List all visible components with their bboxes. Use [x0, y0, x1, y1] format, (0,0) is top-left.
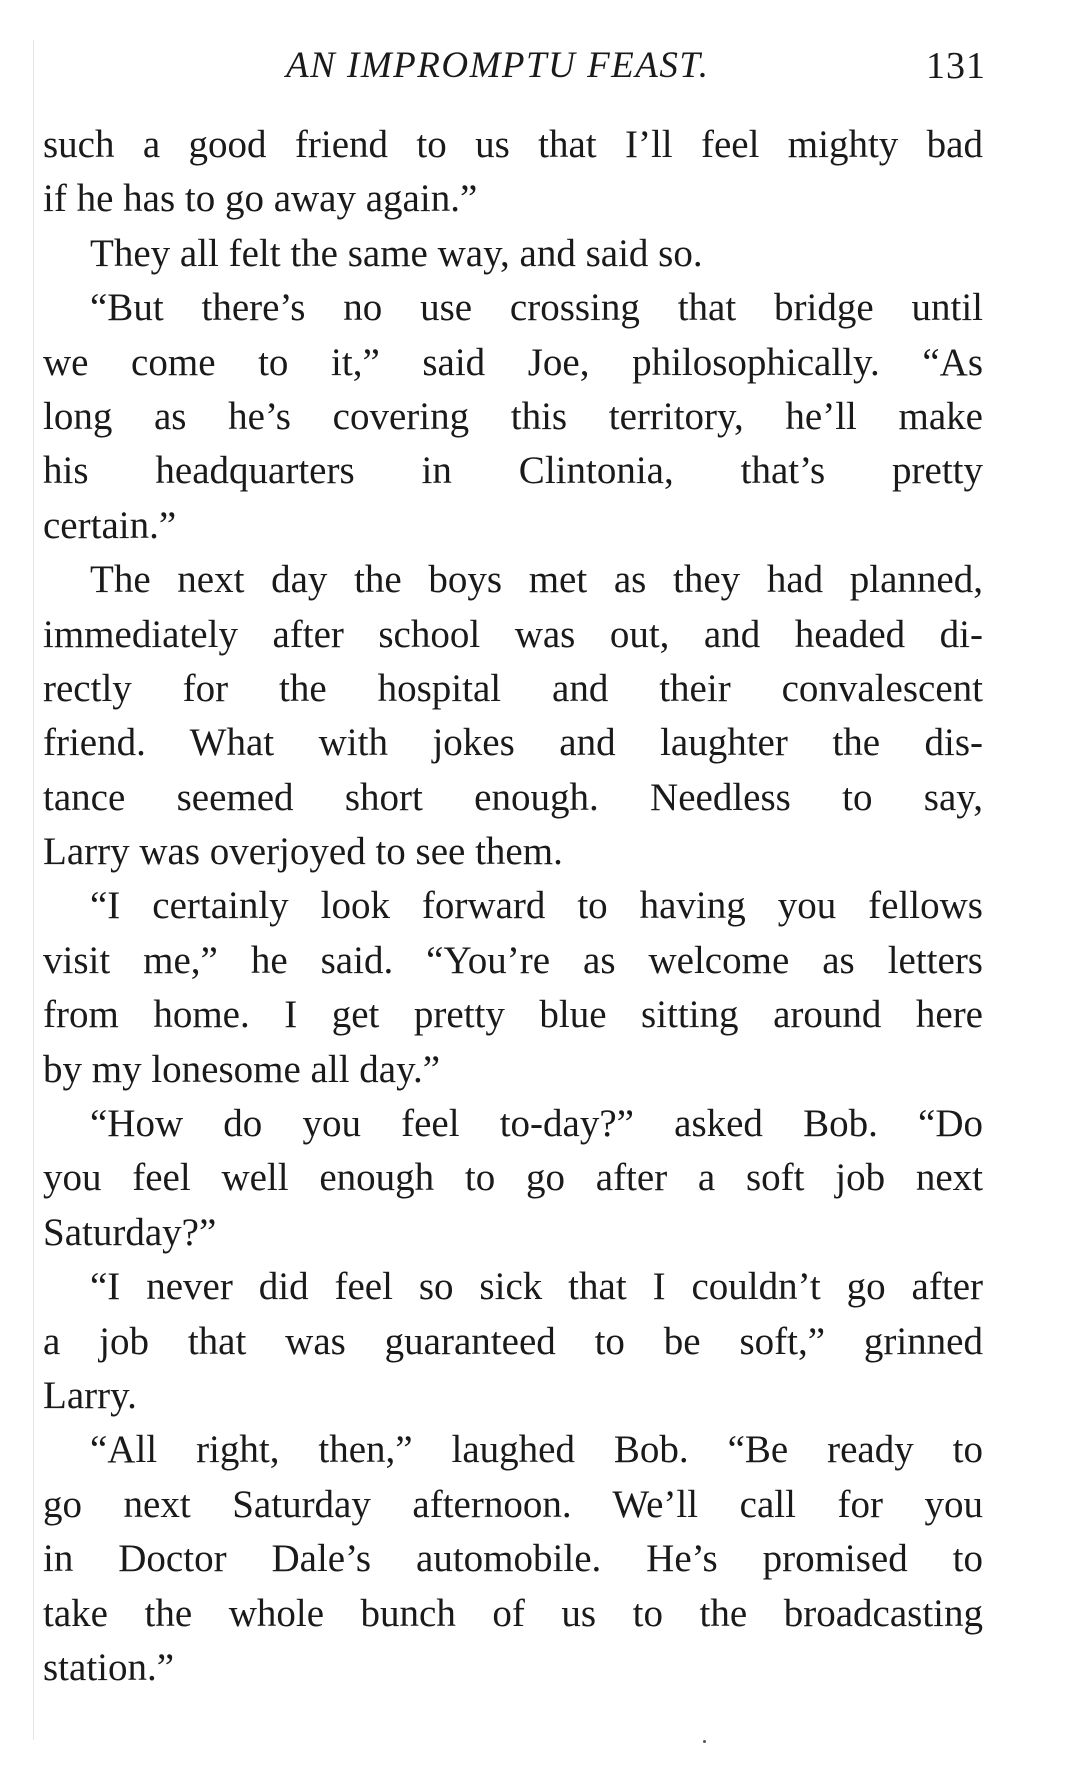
text-line: “I never did feel so sick that I couldn’t go after: [90, 1265, 983, 1309]
text-line: “All right, then,” laughed Bob. “Be ready to: [90, 1428, 983, 1472]
text-line: immediately after school was out, and headed di-: [43, 612, 983, 656]
text-line: from home. I get pretty blue sitting around here: [43, 993, 983, 1037]
text-line: such a good friend to us that I’ll feel mighty bad: [43, 123, 983, 166]
text-line: certain.”: [43, 503, 177, 547]
text-line: in Doctor Dale’s automobile. He’s promised to: [43, 1537, 983, 1581]
text-line: They all felt the same way, and said so.: [90, 231, 703, 275]
text-line: tance seemed short enough. Needless to say,: [43, 775, 983, 819]
print-speck: [703, 1740, 706, 1743]
text-line: Saturday?”: [43, 1210, 217, 1254]
page-number: 131: [926, 45, 986, 87]
text-line: long as he’s covering this territory, he’ll make: [43, 394, 983, 438]
text-line: “I certainly look forward to having you fellows: [90, 884, 983, 928]
body-text: [43, 118, 983, 1695]
running-head: AN IMPROMPTU FEAST.: [286, 45, 710, 86]
text-line: if he has to go away again.”: [43, 177, 478, 221]
text-line: a job that was guaranteed to be soft,” grinned: [43, 1319, 983, 1363]
text-line: The next day the boys met as they had planned,: [90, 558, 983, 602]
text-line: “But there’s no use crossing that bridge until: [90, 286, 983, 330]
text-line: visit me,” he said. “You’re as welcome as letters: [43, 938, 983, 982]
text-line: “How do you feel to-day?” asked Bob. “Do: [90, 1102, 983, 1146]
text-line: go next Saturday afternoon. We’ll call for you: [43, 1482, 983, 1526]
text-line: you feel well enough to go after a soft job next: [43, 1156, 983, 1200]
text-line: Larry.: [43, 1373, 137, 1417]
text-line: Larry was overjoyed to see them.: [43, 830, 563, 874]
text-line: take the whole bunch of us to the broadcasting: [43, 1591, 983, 1635]
text-line: we come to it,” said Joe, philosophically. “As: [43, 340, 983, 384]
text-line: by my lonesome all day.”: [43, 1047, 441, 1091]
text-line: rectly for the hospital and their convalescent: [43, 666, 983, 710]
text-line: friend. What with jokes and laughter the dis-: [43, 721, 983, 765]
gutter-shadow: [33, 40, 34, 1740]
text-line: station.”: [43, 1645, 175, 1689]
text-line: his headquarters in Clintonia, that’s pretty: [43, 449, 983, 493]
